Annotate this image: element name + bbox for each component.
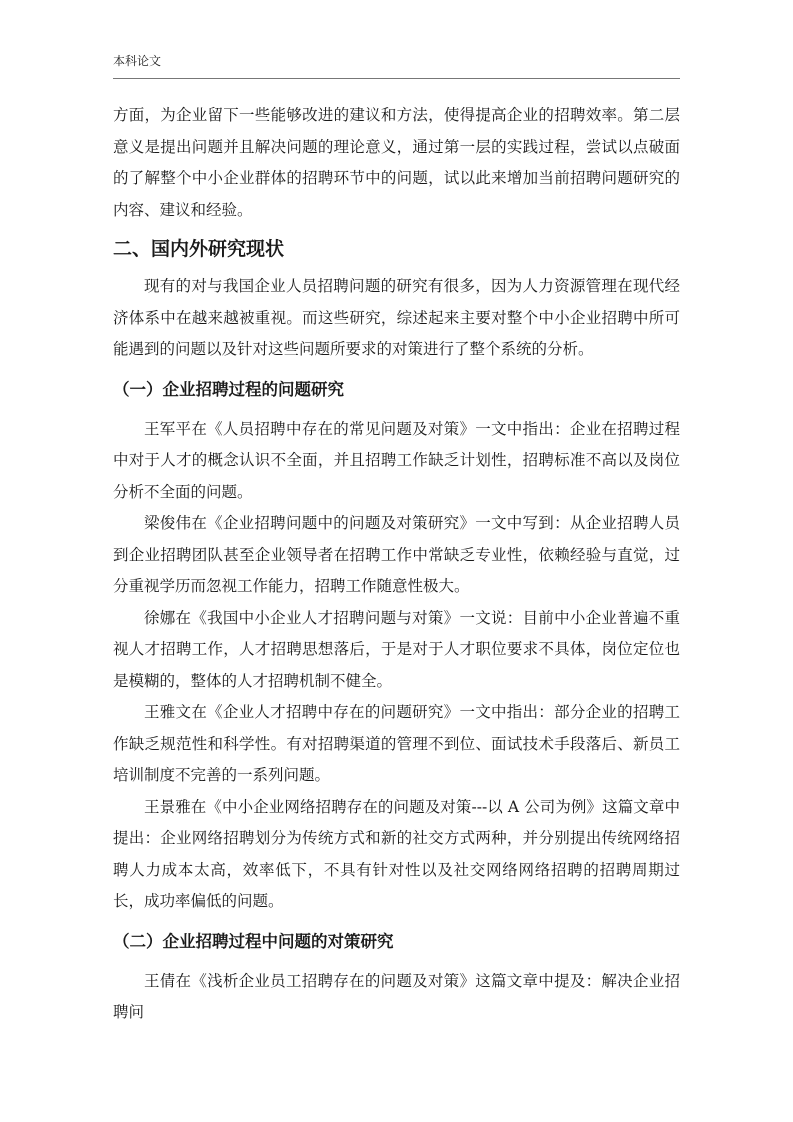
paragraph-wang-junping: 王军平在《人员招聘中存在的常见问题及对策》一文中指出：企业在招聘过程中对于人才的概念认识不全面，并且招聘工作缺乏计划性，招聘标准不高以及岗位分析不全面的问题。 — [113, 419, 680, 501]
paragraph-section-overview: 现有的对与我国企业人员招聘问题的研究有很多，因为人力资源管理在现代经济体系中在越来越被重视。而这些研究，综述起来主要对整个中小企业招聘中所可能遇到的问题以及针对这些问题所要求的对策进行了整个系统的分析。 — [113, 277, 680, 358]
subsection-heading-countermeasure-research: （二）企业招聘过程中问题的对策研究 — [113, 931, 394, 951]
header-divider — [113, 78, 680, 79]
page-header: 本科论文 — [113, 54, 162, 68]
paragraph-intro-continuation: 方面，为企业留下一些能够改进的建议和方法，使得提高企业的招聘效率。第二层意义是提出问题并且解决问题的理论意义，通过第一层的实践过程，尝试以点破面的了解整个中小企业群体的招聘环节中的问题，试以此来增加当前招聘问题研究的内容、建议和经验。 — [113, 106, 680, 219]
subsection-heading-problem-research: （一）企业招聘过程的问题研究 — [113, 379, 344, 399]
paragraph-xu-na: 徐娜在《我国中小企业人才招聘问题与对策》一文说：目前中小企业普遍不重视人才招聘工作，人才招聘思想落后，于是对于人才职位要求不具体，岗位定位也是模糊的，整体的人才招聘机制不健全。 — [113, 608, 680, 690]
body-content — [113, 100, 680, 1029]
paragraph-wang-yawen: 王雅文在《企业人才招聘中存在的问题研究》一文中指出：部分企业的招聘工作缺乏规范性和科学性。有对招聘渠道的管理不到位、面试技术手段落后、新员工培训制度不完善的一系列问题。 — [113, 703, 680, 784]
paragraph-wang-qian: 王倩在《浅析企业员工招聘存在的问题及对策》这篇文章中提及：解决企业招聘问 — [113, 971, 680, 1021]
paragraph-wang-jingya: 王景雅在《中小企业网络招聘存在的问题及对策---以 A 公司为例》这篇文章中提出：企业网络招聘划分为传统方式和新的社交方式两种，并分别提出传统网络招聘人力成本太高，效率低下，不具有针对性以及社交网络网络招聘的招聘周期过长，成功率偏低的问题。 — [113, 797, 680, 910]
paragraph-liang-junwei: 梁俊伟在《企业招聘问题中的问题及对策研究》一文中写到：从企业招聘人员到企业招聘团队甚至企业领导者在招聘工作中常缺乏专业性，依赖经验与直觉，过分重视学历而忽视工作能力，招聘工作随意性极大。 — [113, 514, 680, 595]
section-heading-research-status: 二、国内外研究现状 — [113, 238, 285, 260]
